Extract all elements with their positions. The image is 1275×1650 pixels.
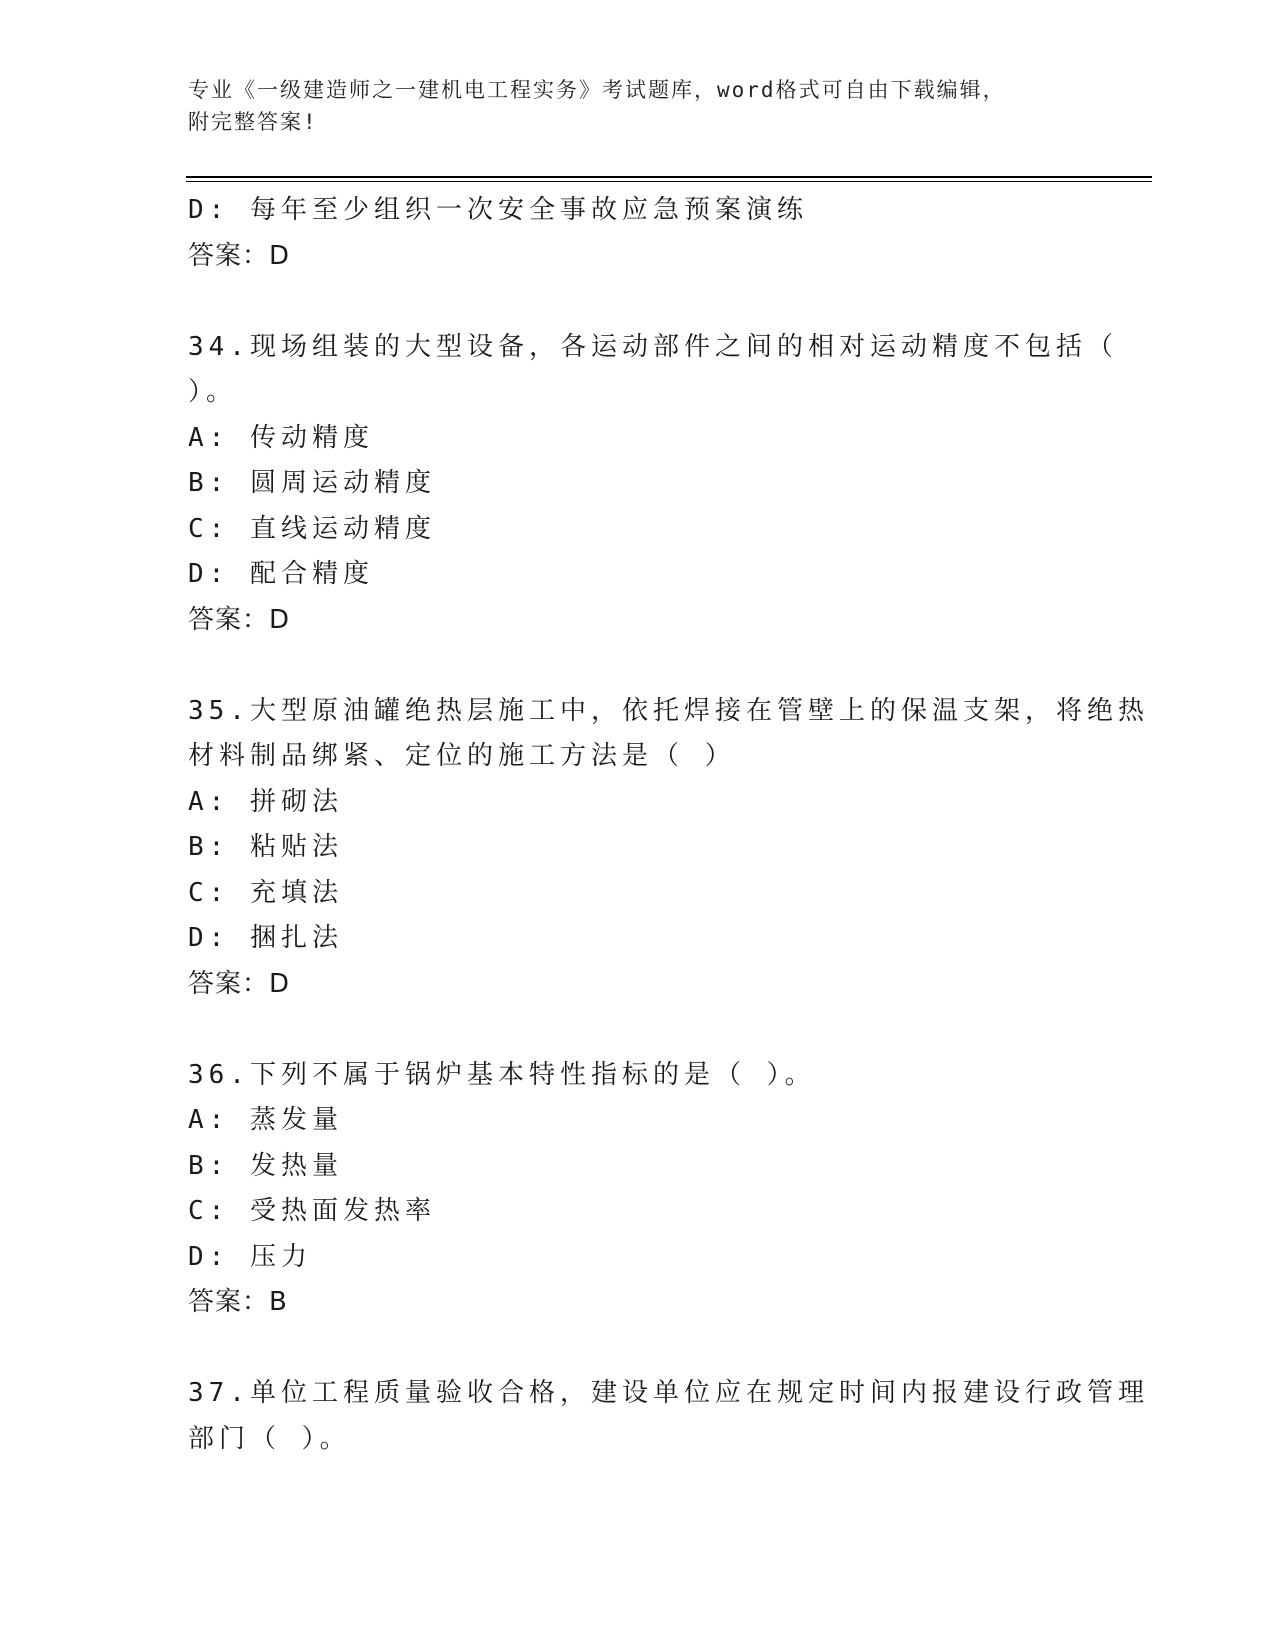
question-line: 34.现场组装的大型设备，各运动部件之间的相对运动精度不包括（: [188, 331, 1118, 362]
question-line: ）。: [188, 377, 238, 407]
question-line: D: 配合精度: [188, 559, 374, 589]
header-line-2: 附完整答案!: [188, 110, 318, 134]
question-line: B: 圆周运动精度: [188, 468, 436, 498]
question-spacer: [188, 1007, 1088, 1053]
answer-line: 答案：D: [188, 604, 291, 635]
question-line: D: 压力: [188, 1241, 312, 1272]
question-spacer: [188, 643, 1088, 689]
answer-line: 答案：D: [188, 240, 291, 271]
answer-line: 答案：B: [188, 1287, 288, 1317]
header-line-1: 专业《一级建造师之一建机电工程实务》考试题库，word格式可自由下载编辑，: [188, 78, 1006, 102]
header-divider-thin: [186, 181, 1152, 182]
question-line: C: 受热面发热率: [188, 1196, 436, 1226]
header-divider-thick: [186, 176, 1152, 178]
question-line: C: 充填法: [188, 877, 343, 908]
question-line: B: 发热量: [188, 1150, 343, 1181]
question-spacer: [188, 279, 1088, 325]
question-line: 部门（ ）。: [188, 1423, 351, 1454]
question-line: A: 蒸发量: [188, 1105, 343, 1135]
question-line: 36.下列不属于锅炉基本特性指标的是（ ）。: [188, 1059, 816, 1090]
question-line: 37.单位工程质量验收合格，建设单位应在规定时间内报建设行政管理: [188, 1378, 1149, 1408]
question-line: D: 每年至少组织一次安全事故应急预案演练: [188, 195, 808, 225]
question-line: 35.大型原油罐绝热层施工中，依托焊接在管壁上的保温支架，将绝热: [188, 695, 1149, 726]
question-line: D: 捆扎法: [188, 923, 343, 953]
question-line: 材料制品绑紧、定位的施工方法是（ ）: [188, 741, 736, 771]
question-spacer: [188, 1326, 1088, 1372]
answer-line: 答案：D: [188, 968, 291, 999]
question-line: B: 粘贴法: [188, 832, 343, 862]
question-list: [188, 188, 1149, 1462]
document-header: [188, 74, 1068, 138]
question-line: A: 拼砌法: [188, 786, 343, 817]
question-line: C: 直线运动精度: [188, 513, 436, 544]
question-line: A: 传动精度: [188, 422, 374, 453]
